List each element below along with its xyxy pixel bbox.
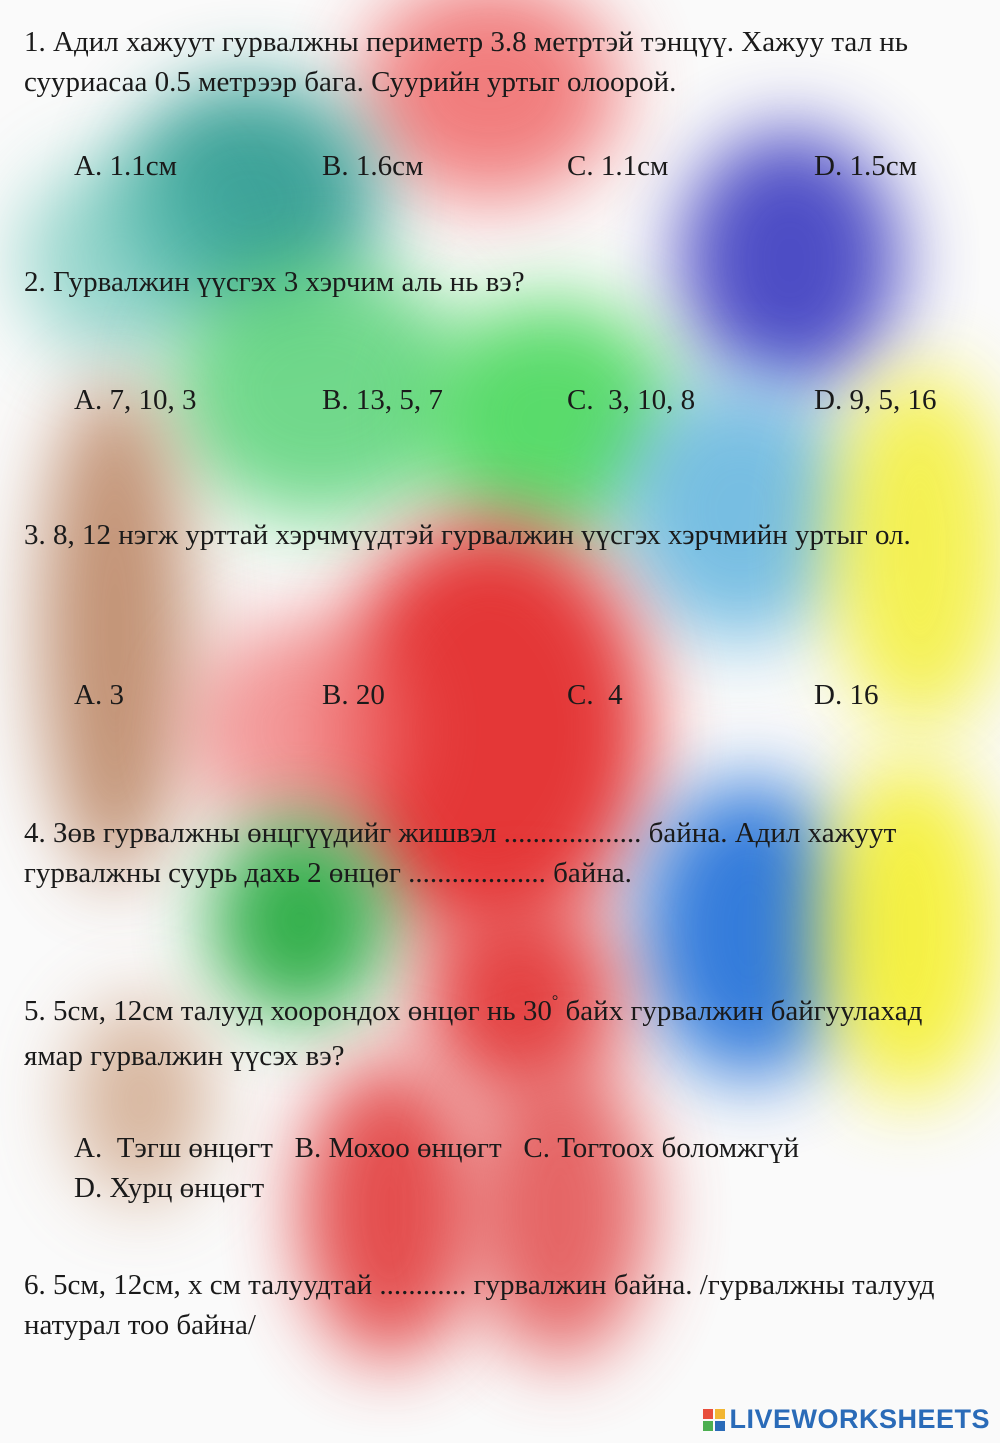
question-1-option-c: C. 1.1см bbox=[567, 150, 669, 182]
liveworksheets-logo bbox=[703, 1404, 990, 1435]
question-2-option-d: D. 9, 5, 16 bbox=[814, 384, 937, 416]
question-2-option-c: C. 3, 10, 8 bbox=[567, 384, 696, 416]
question-2-option-a: A. 7, 10, 3 bbox=[74, 384, 197, 416]
question-5 bbox=[24, 991, 974, 1076]
question-3-option-a: A. 3 bbox=[74, 679, 124, 711]
question-5-text-start: 5. 5см, 12см талууд хоорондох өнцөг нь 30 bbox=[24, 995, 552, 1027]
question-1-option-a: A. 1.1см bbox=[74, 150, 177, 182]
question-6: 6. 5см, 12см, х см талуудтай ............ гурвалжин байна. /гурвалжны талууд натурал тоо байна/ bbox=[24, 1269, 935, 1341]
question-5-options-line-1: A. Тэгш өнцөгт B. Мохоо өнцөгт C. Тогтоох боломжгүй bbox=[74, 1132, 800, 1164]
question-5-options-line-2: D. Хурц өнцөгт bbox=[74, 1172, 265, 1204]
logo-squares-icon bbox=[703, 1409, 725, 1431]
question-3-option-d: D. 16 bbox=[814, 679, 879, 711]
question-1: 1. Адил хажуут гурвалжны периметр 3.8 метртэй тэнцүү. Хажуу тал нь сууриасаа 0.5 метрээр бага. Суурийн уртыг олоорой. bbox=[24, 26, 908, 98]
question-3-option-b: B. 20 bbox=[322, 679, 385, 711]
question-2: 2. Гурвалжин үүсгэх 3 хэрчим аль нь вэ? bbox=[24, 266, 525, 298]
watermark-text: LIVEWORKSHEETS bbox=[729, 1404, 990, 1434]
question-1-option-b: B. 1.6см bbox=[322, 150, 424, 182]
question-5-text-end: байх гурвалжин байгуулахад ямар гурвалжин үүсэх вэ? bbox=[24, 995, 923, 1072]
question-3-option-c: C. 4 bbox=[567, 679, 623, 711]
degree-sign: ° bbox=[551, 993, 559, 1010]
question-2-option-b: B. 13, 5, 7 bbox=[322, 384, 443, 416]
question-4: 4. Зөв гурвалжны өнцгүүдийг жишвэл ................... байна. Адил хажуут гурвалжны суурь дахь 2 өнцөг ................... байна. bbox=[24, 817, 897, 889]
question-3: 3. 8, 12 нэгж урттай хэрчмүүдтэй гурвалжин үүсгэх хэрчмийн уртыг ол. bbox=[24, 519, 911, 551]
question-1-option-d: D. 1.5см bbox=[814, 150, 917, 182]
